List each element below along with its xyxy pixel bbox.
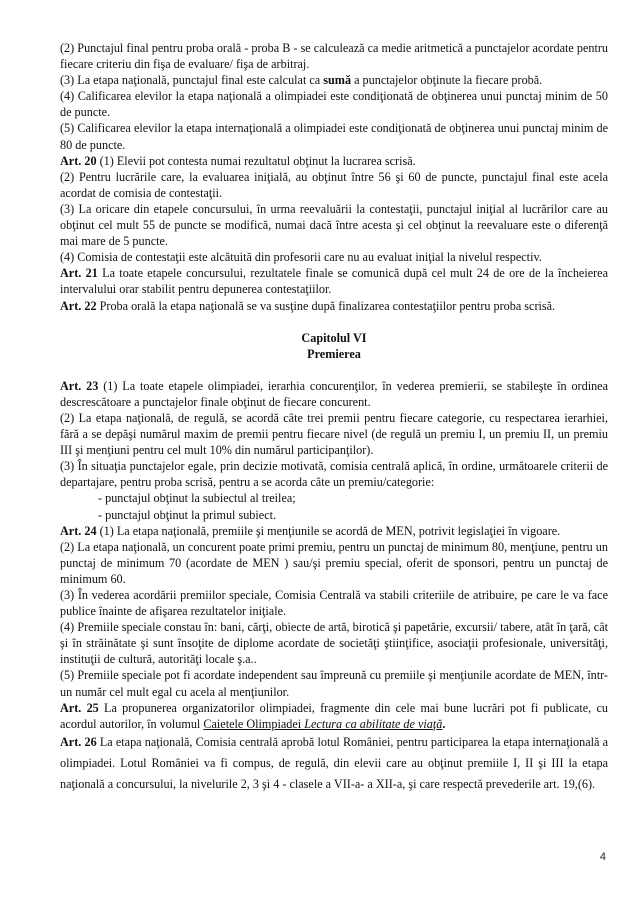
article-label: Art. 23 <box>60 378 99 393</box>
paragraph <box>60 72 608 88</box>
paragraph: (5) Calificarea elevilor la etapa internaţională a olimpiadei este condiţionată de obţinerea unui punctaj minim de 80 de puncte. <box>60 121 608 152</box>
paragraph: (2) La etapa naţională, un concurent poate primi premiu, pentru un punctaj de minimum 80, menţiune, pentru un punctaj de minimum 70 (acordate de MEN ) sau/şi premiu special, oferit de sponsori, pentru un punctaj de minimum 60. <box>60 539 608 586</box>
volume-subtitle: Lectura ca abilitate de viaţă <box>304 716 443 731</box>
criterion-item: - punctajul obţinut la subiectul al treilea; <box>98 491 296 506</box>
article-24 <box>60 523 608 539</box>
text: La propunerea organizatorilor olimpiadei, fragmente din cele mai bune lucrări pot fi publicate, cu acordul autorilor, în volumul <box>60 700 608 731</box>
article-label: Art. 20 <box>60 153 97 168</box>
paragraph: (3) În vederea acordării premiilor speciale, Comisia Centrală va stabili criteriile de atribuire, pe care le va face publice înainte de afişarea rezultatelor iniţiale. <box>60 588 608 619</box>
paragraph: (2) Pentru lucrările care, la evaluarea iniţială, au obţinut între 56 şi 60 de puncte, punctajul final este acela acordat de comisia de contestaţii. <box>60 169 608 200</box>
volume-title: Caietele Olimpiadei <box>203 716 305 731</box>
article-23 <box>60 378 608 410</box>
article-26 <box>60 732 608 795</box>
paragraph: (3) La oricare din etapele concursului, în urma reevaluării la contestaţii, punctajul iniţial al lucrărilor care au obţinut cel mult 55 de puncte se modifică, numai dacă între acesta şi cel obţinut la reevaluare este o diferenţă mai mare de 5 puncte. <box>60 201 608 249</box>
article-21 <box>60 265 608 297</box>
paragraph: (2) La etapa naţională, de regulă, se acordă câte trei premii pentru fiecare categorie, cu respectarea ierarhiei, fără a se depăşi numărul maxim de premii pentru fiecare nivel (de regulă un premiu I, un premiu II, un premiu III şi menţiuni pentru cel mult 10% din numărul participanţilor). <box>60 410 608 458</box>
text: La toate etapele concursului, rezultatele finale se comunică după cel mult 24 de ore de la încheierea intervalului orar stabilit pentru depunerea contestaţiilor. <box>60 266 608 297</box>
paragraph: (2) Punctajul final pentru proba orală - proba B - se calculează ca medie aritmetică a punctajelor acordate pentru fiecare criteriu din fişa de evaluare/ fişa de arbitraj. <box>60 41 608 72</box>
criterion-item: - punctajul obţinut la primul subiect. <box>98 507 277 522</box>
text: Proba orală la etapa naţională se va susţine după finalizarea contestaţiilor pentru proba scrisă. <box>96 298 556 313</box>
article-label: Art. 26 <box>60 734 97 749</box>
article-label: Art. 25 <box>60 700 99 715</box>
paragraph: (4) Premiile speciale constau în: bani, cărţi, obiecte de artă, birotică şi papetărie, excursii/ tabere, atât în ţară, cât şi în străinătate şi sunt însoţite de diplome acordate de societăţi ştiinţifice, asociaţii profesionale, universităţi, instituţii de cultură, autorităţi locale ş.a.. <box>60 620 608 667</box>
page-number: 4 <box>599 851 606 863</box>
text: . <box>442 716 446 731</box>
paragraph: (4) Comisia de contestaţii este alcătuită din profesorii care nu au evaluat iniţial la nivelul respectiv. <box>60 250 542 265</box>
text: (1) La etapa naţională, premiile şi menţiunile se acordă de MEN, potrivit legislaţiei în vigoare. <box>96 523 561 538</box>
article-label: Art. 24 <box>60 523 97 538</box>
document-page <box>60 40 608 795</box>
chapter-title: Capitolul VI <box>301 330 367 345</box>
chapter-subtitle: Premierea <box>307 346 361 361</box>
text: La etapa naţională, Comisia centrală aprobă lotul României, pentru participarea la etapa internaţională a olimpiadei. Lotul României va fi compus, de regulă, din elevii care au obţinut premiile I, II şi III la etapa naţională a concursului, la nivelurile 2, 3 şi 4 - clasele a VII-a- a XII-a, şi care respectă prevederile art. 19,(6). <box>60 734 608 791</box>
text: (3) La etapa naţională, punctajul final este calculat ca <box>60 73 324 88</box>
paragraph: (3) În situaţia punctajelor egale, prin decizie motivată, comisia centrală aplică, în ordine, următoarele criterii de departajare, pentru proba scrisă, pentru a se acorda câte un premiu/categorie: <box>60 459 608 490</box>
text: a punctajelor obţinute la fiecare probă. <box>351 73 543 88</box>
article-20 <box>60 153 608 169</box>
article-22 <box>60 298 608 314</box>
bold-text: sumă <box>323 73 352 88</box>
text: (1) Elevii pot contesta numai rezultatul obţinut la lucrarea scrisă. <box>96 153 416 168</box>
article-label: Art. 22 <box>60 298 97 313</box>
paragraph: (4) Calificarea elevilor la etapa naţională a olimpiadei este condiţionată de obţinerea unui punctaj minim de 50 de puncte. <box>60 89 608 120</box>
article-label: Art. 21 <box>60 266 98 281</box>
text: (1) La toate etapele olimpiadei, ierarhia concurenţilor, în vederea premierii, se stabileşte în ordinea descrescătoare a punctajelor finale obţinut de fiecare concurent. <box>60 378 608 409</box>
article-25 <box>60 700 608 732</box>
paragraph: (5) Premiile speciale pot fi acordate independent sau împreună cu premiile şi menţiunile acordate de MEN, într-un număr cel mult egal cu acela al menţiunilor. <box>60 668 608 699</box>
